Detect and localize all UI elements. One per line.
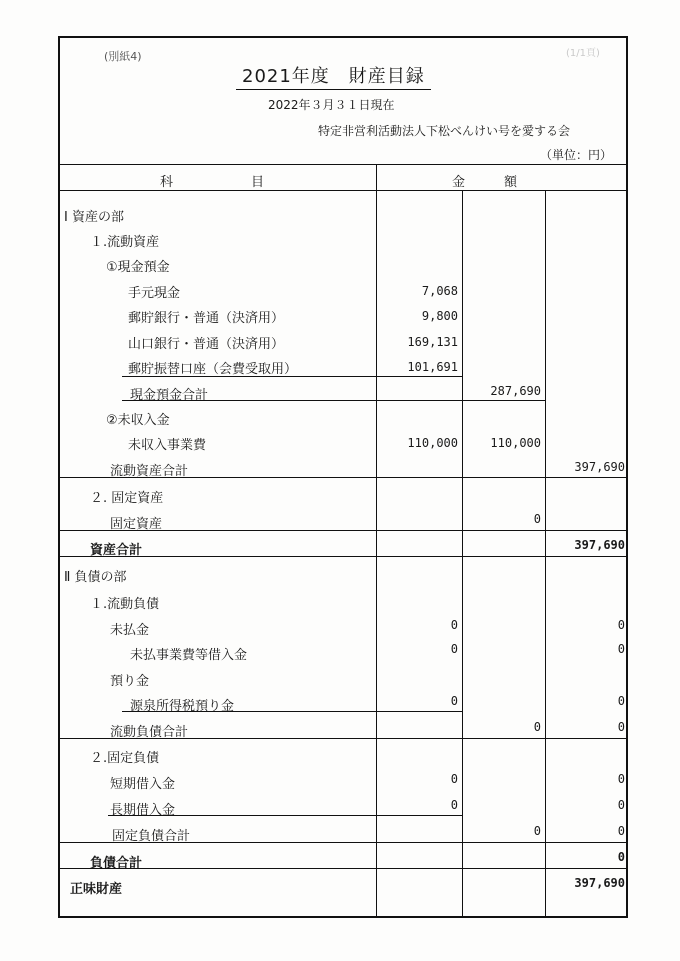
assets-section-title: Ⅰ 資産の部 bbox=[64, 210, 124, 225]
column-divider-1 bbox=[376, 164, 377, 918]
long-term-value: 0 bbox=[450, 798, 458, 812]
current-liabilities-total-value: 0 bbox=[533, 720, 541, 734]
organization-name: 特定非営利活動法人下松べんけい号を愛する会 bbox=[318, 124, 571, 138]
fixed-liabilities-total-label: 固定負債合計 bbox=[112, 829, 191, 844]
cash-on-hand-label: 手元現金 bbox=[128, 286, 181, 301]
net-assets-label: 正味財産 bbox=[70, 882, 123, 897]
current-liabilities-rule bbox=[58, 738, 628, 739]
table-header-bottom-rule bbox=[58, 190, 628, 191]
fixed-assets-heading: ２. 固定資産 bbox=[90, 491, 164, 506]
unpaid-loan-total: 0 bbox=[617, 642, 625, 656]
short-term-total: 0 bbox=[617, 772, 625, 786]
bleed-through-text: (1/1頁) bbox=[566, 48, 600, 59]
column-divider-2 bbox=[462, 190, 463, 918]
withholding-total: 0 bbox=[617, 694, 625, 708]
fixed-liabilities-heading: ２.固定負債 bbox=[90, 751, 160, 766]
unit-label: （単位：円） bbox=[540, 148, 613, 162]
unpaid-total: 0 bbox=[617, 618, 625, 632]
yamaguchi-bank-label: 山口銀行・普通（決済用） bbox=[128, 337, 285, 352]
postal-transfer-label: 郵貯振替口座（会費受取用） bbox=[128, 362, 298, 377]
current-assets-total-value: 397,690 bbox=[574, 460, 625, 474]
unpaid-loan-value: 0 bbox=[450, 642, 458, 656]
unpaid-value: 0 bbox=[450, 618, 458, 632]
assets-total-value: 397,690 bbox=[574, 538, 625, 552]
liabilities-section-title: Ⅱ 負債の部 bbox=[64, 570, 127, 585]
fixed-liabilities-rule bbox=[58, 842, 628, 843]
liabilities-total-label: 負債合計 bbox=[90, 856, 143, 871]
receivable-heading: ②未収入金 bbox=[106, 413, 170, 428]
fixed-assets-value: 0 bbox=[533, 512, 541, 526]
cash-total-label: 現金預金合計 bbox=[130, 388, 209, 403]
current-assets-rule bbox=[58, 477, 628, 478]
assets-total-rule bbox=[58, 556, 628, 557]
short-term-label: 短期借入金 bbox=[110, 777, 176, 792]
form-label: (別紙4) bbox=[104, 50, 142, 63]
fixed-assets-label: 固定資産 bbox=[110, 517, 163, 532]
table-header-top-rule bbox=[58, 164, 628, 165]
deposits-heading: 預り金 bbox=[110, 674, 150, 689]
withholding-underline bbox=[122, 711, 462, 712]
column-divider-3 bbox=[545, 190, 546, 918]
page-title: 2021年度 財産目録 bbox=[236, 62, 431, 90]
cash-heading: ①現金預金 bbox=[106, 260, 170, 275]
liabilities-total-rule bbox=[58, 868, 628, 869]
withholding-label: 源泉所得税預り金 bbox=[130, 699, 235, 714]
fixed-liabilities-total-value: 0 bbox=[533, 824, 541, 838]
receivable-business-subtotal: 110,000 bbox=[490, 436, 541, 450]
unpaid-loan-label: 未払事業費等借入金 bbox=[130, 648, 248, 663]
current-liabilities-heading: １.流動負債 bbox=[90, 597, 160, 612]
cash-total-value: 287,690 bbox=[490, 384, 541, 398]
withholding-value: 0 bbox=[450, 694, 458, 708]
postal-bank-value: 9,800 bbox=[421, 309, 458, 323]
current-liabilities-total-label: 流動負債合計 bbox=[110, 725, 189, 740]
yamaguchi-bank-value: 169,131 bbox=[407, 335, 458, 349]
current-assets-total-label: 流動資産合計 bbox=[110, 464, 189, 479]
cash-total-underline bbox=[122, 400, 545, 401]
fixed-assets-rule bbox=[58, 530, 628, 531]
fixed-liabilities-total-total: 0 bbox=[617, 824, 625, 838]
long-term-total: 0 bbox=[617, 798, 625, 812]
header-amount: 金 額 bbox=[452, 175, 518, 190]
liabilities-total-value: 0 bbox=[617, 850, 625, 864]
long-term-underline bbox=[108, 815, 462, 816]
receivable-business-value: 110,000 bbox=[407, 436, 458, 450]
short-term-value: 0 bbox=[450, 772, 458, 786]
current-assets-heading: １.流動資産 bbox=[90, 235, 160, 250]
postal-bank-label: 郵貯銀行・普通（決済用） bbox=[128, 311, 285, 326]
header-subject: 科 目 bbox=[160, 175, 265, 190]
current-liabilities-total-total: 0 bbox=[617, 720, 625, 734]
unpaid-label: 未払金 bbox=[110, 623, 150, 638]
net-assets-value: 397,690 bbox=[574, 876, 625, 890]
assets-total-label: 資産合計 bbox=[90, 543, 143, 558]
receivable-business-label: 未収入事業費 bbox=[128, 438, 207, 453]
cash-on-hand-value: 7,068 bbox=[421, 284, 458, 298]
as-of-date: 2022年３月３１日現在 bbox=[268, 98, 395, 112]
cash-items-underline bbox=[122, 376, 462, 377]
postal-transfer-value: 101,691 bbox=[407, 360, 458, 374]
long-term-label: 長期借入金 bbox=[110, 803, 176, 818]
